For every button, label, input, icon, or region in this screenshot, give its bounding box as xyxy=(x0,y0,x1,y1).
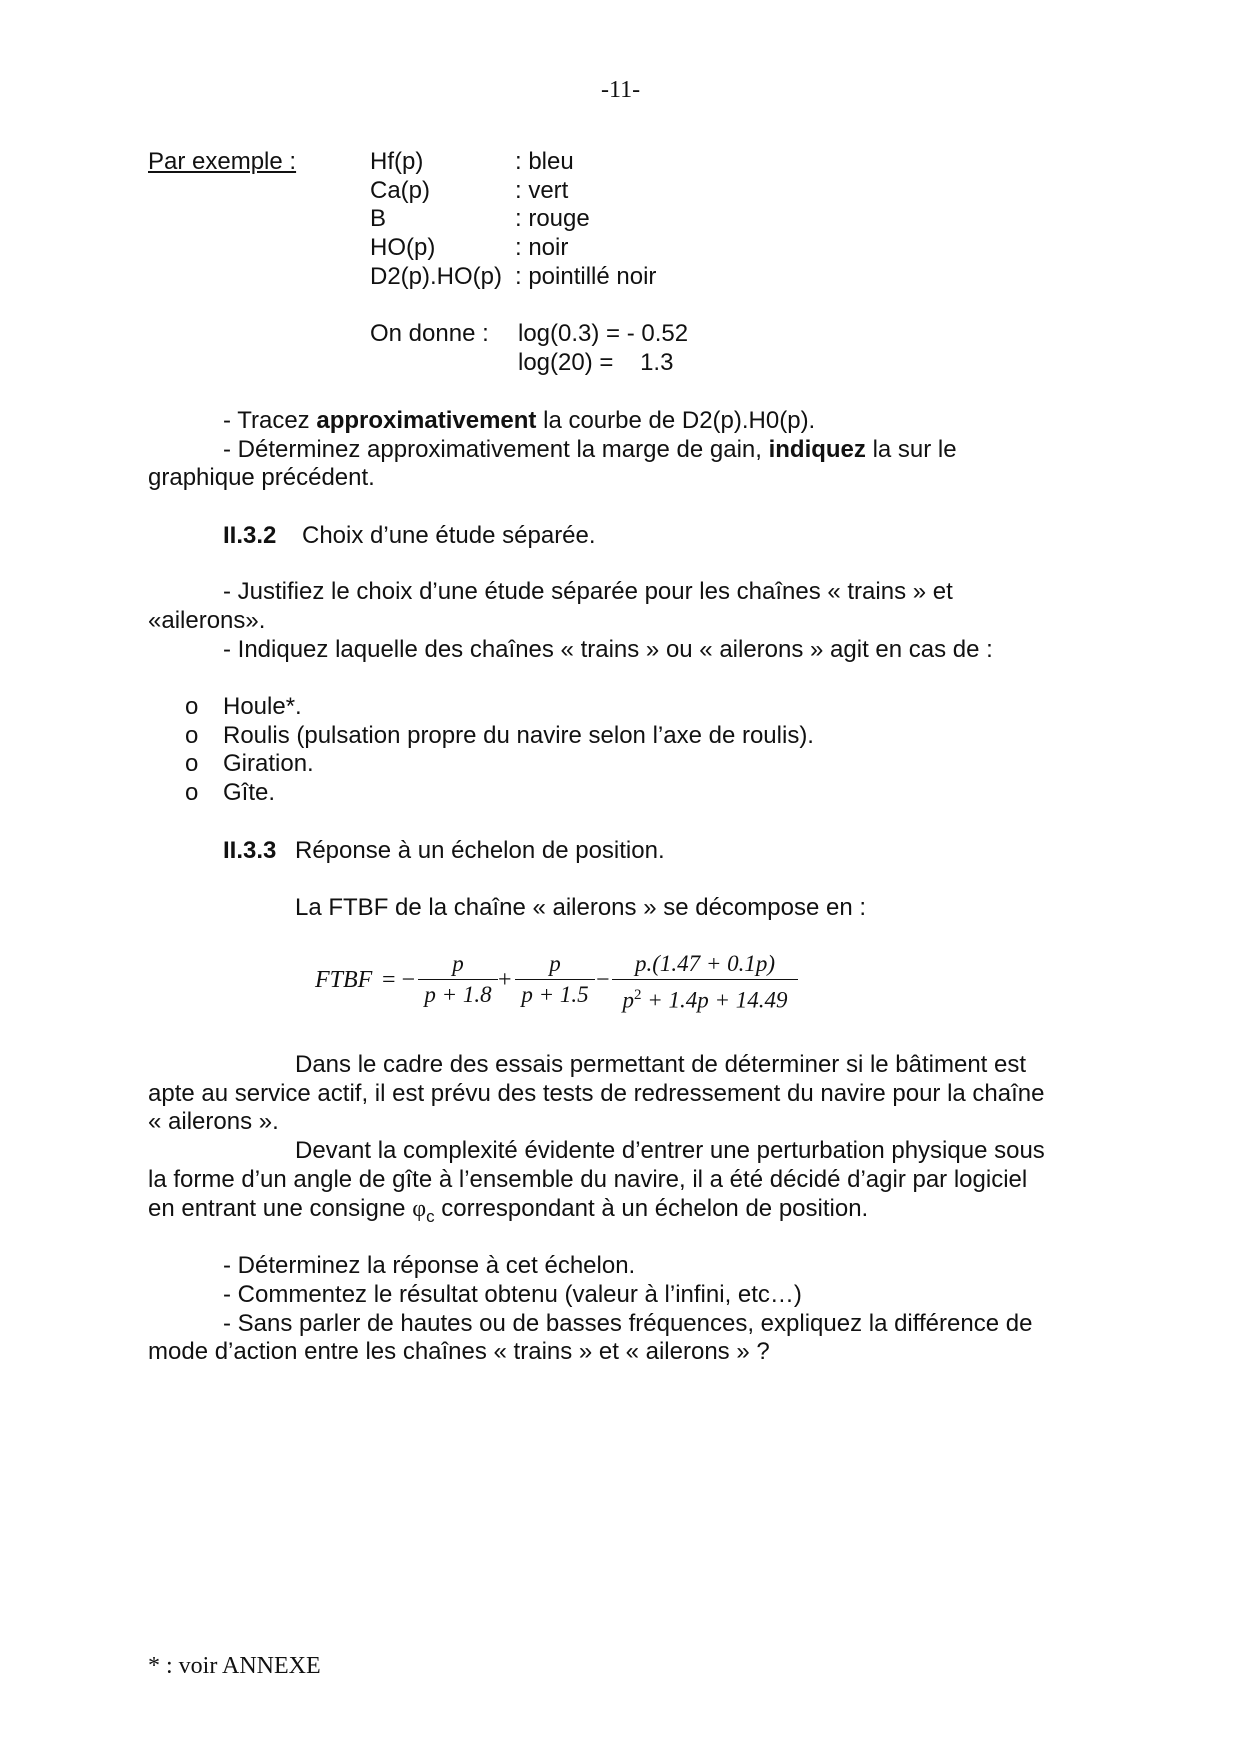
curve-name-1: Hf(p) xyxy=(370,148,424,175)
curve-name-2: Ca(p) xyxy=(370,177,431,204)
formula-term-1 xyxy=(418,950,498,1009)
formula-term-3 xyxy=(612,950,798,1015)
formula-term-2-numerator: p xyxy=(549,951,561,976)
formula-term-1-denominator: p + 1.8 xyxy=(424,982,492,1007)
formula-equals-minus: = − xyxy=(382,967,416,993)
curve-color-4: : noir xyxy=(515,234,569,261)
question-gain-cont: graphique précédent. xyxy=(148,464,375,491)
fraction-bar xyxy=(418,979,498,980)
fraction-bar xyxy=(515,979,595,980)
question-difference-cont: mode d’action entre les chaînes « trains » et « ailerons » ? xyxy=(148,1338,770,1365)
curve-color-2: : vert xyxy=(515,177,569,204)
curve-color-1: : bleu xyxy=(515,148,574,175)
question-trace-bold: approximativement xyxy=(316,407,537,434)
section-333-title: Réponse à un échelon de position. xyxy=(295,837,665,864)
bullet-item: Roulis (pulsation propre du navire selon l’axe de roulis). xyxy=(223,722,814,749)
footnote: * : voir ANNEXE xyxy=(148,1653,321,1679)
example-label: Par exemple : xyxy=(148,148,297,175)
formula-term-2 xyxy=(515,950,595,1009)
question-trace-pre: - Tracez xyxy=(223,407,317,434)
question-trace-post: la courbe de D2(p).H0(p). xyxy=(536,407,816,434)
phi-symbol: φ xyxy=(412,1196,427,1222)
question-gain-bold: indiquez xyxy=(768,436,866,463)
question-gain-post: la sur le xyxy=(865,436,957,463)
question-difference: - Sans parler de hautes ou de basses fréquences, expliquez la différence de xyxy=(223,1310,1033,1337)
section-333-number: II.3.3 xyxy=(223,837,277,864)
para-essais-l3: « ailerons ». xyxy=(148,1108,279,1135)
page-number: -11- xyxy=(601,77,641,103)
question-gain-margin xyxy=(223,436,957,464)
curve-name-3: B xyxy=(370,205,387,232)
section-332-title: Choix d’une étude séparée. xyxy=(302,522,596,549)
formula-term-3-numerator: p.(1.47 + 0.1p) xyxy=(634,951,776,976)
bullet-item: Giration. xyxy=(223,750,314,777)
section-333-intro: La FTBF de la chaîne « ailerons » se décompose en : xyxy=(295,894,866,921)
bullet-marker: o xyxy=(185,722,199,749)
section-332-para2: - Indiquez laquelle des chaînes « trains » ou « ailerons » agit en cas de : xyxy=(223,636,993,663)
bullet-marker: o xyxy=(185,693,199,720)
question-gain-pre: - Déterminez approximativement la marge de gain, xyxy=(223,436,769,463)
fraction-bar xyxy=(612,979,798,980)
given-log-1: log(0.3) = - 0.52 xyxy=(518,320,689,347)
section-332-para1-cont: «ailerons». xyxy=(148,607,266,634)
curve-name-4: HO(p) xyxy=(370,234,436,261)
formula-plus: + xyxy=(498,967,512,993)
formula-term-1-numerator: p xyxy=(452,951,464,976)
para-perturbation-l1: Devant la complexité évidente d’entrer une perturbation physique sous xyxy=(295,1137,1045,1164)
formula-minus: − xyxy=(596,967,610,993)
para-essais-l1: Dans le cadre des essais permettant de déterminer si le bâtiment est xyxy=(295,1051,1027,1078)
para-perturbation-l2: la forme d’un angle de gîte à l’ensemble du navire, il a été décidé d’agir par logiciel xyxy=(148,1166,1028,1193)
question-trace xyxy=(223,407,815,435)
curve-name-5: D2(p).HO(p) xyxy=(370,263,503,290)
curve-color-5: : pointillé noir xyxy=(515,263,657,290)
formula-term-3-denominator: $p^2 + 1.4p + 14.49$ xyxy=(622,987,788,1013)
formula-term-2-denominator: p + 1.5 xyxy=(521,982,589,1007)
bullet-item: Gîte. xyxy=(223,779,276,806)
bullet-marker: o xyxy=(185,750,199,777)
question-response: - Déterminez la réponse à cet échelon. xyxy=(223,1252,636,1279)
bullet-marker: o xyxy=(185,779,199,806)
given-label: On donne : xyxy=(370,320,489,347)
given-log-2: log(20) = 1.3 xyxy=(518,349,674,376)
section-332-number: II.3.2 xyxy=(223,522,277,549)
section-332-para1: - Justifiez le choix d’une étude séparée pour les chaînes « trains » et xyxy=(223,578,953,605)
formula-lhs: FTBF xyxy=(315,967,373,993)
para-perturbation-l3: en entrant une consigne $\varphi_c$ correspondant à un échelon de position. xyxy=(148,1195,869,1226)
phi-subscript: c xyxy=(426,1206,435,1226)
curve-color-3: : rouge xyxy=(515,205,590,232)
para-essais-l2: apte au service actif, il est prévu des tests de redressement du navire pour la chaîne xyxy=(148,1080,1045,1107)
question-comment: - Commentez le résultat obtenu (valeur à l’infini, etc…) xyxy=(223,1281,802,1308)
bullet-item: Houle*. xyxy=(223,693,302,720)
